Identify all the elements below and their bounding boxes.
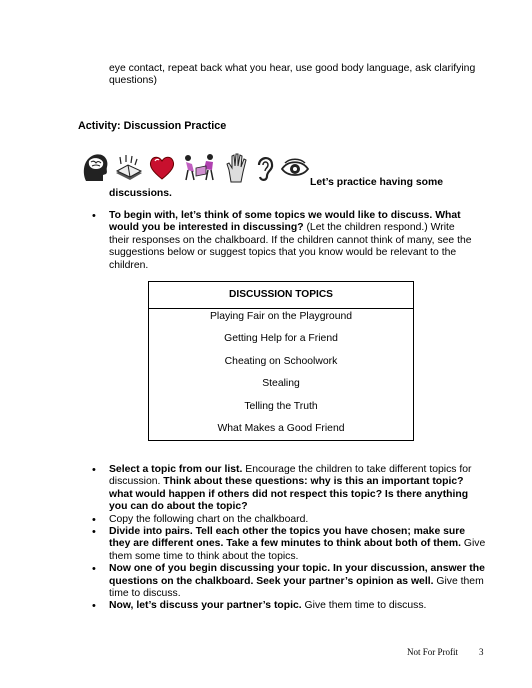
figures-icon xyxy=(180,152,220,184)
instruction-text: Copy the following chart on the chalkboard. xyxy=(109,513,309,525)
book-icon xyxy=(114,153,144,183)
instruction-text: Give them time to discuss. xyxy=(109,575,484,600)
hand-icon xyxy=(224,152,250,184)
list-item xyxy=(92,600,487,612)
intro-paragraph: eye contact, repeat back what you hear, use good body language, ask clarifying questions) xyxy=(109,63,476,87)
topics-list xyxy=(149,309,413,445)
instruction-list-top xyxy=(92,210,472,272)
activity-heading: Activity: Discussion Practice xyxy=(78,120,227,132)
list-item xyxy=(92,526,487,563)
instruction-bold: Divide into pairs. Tell each other the topics you have chosen; make sure they are different ones. Take a few minutes to think about both of them. xyxy=(109,526,466,550)
list-item xyxy=(92,464,487,514)
instruction-bold: Select a topic from our list. xyxy=(109,464,243,475)
icon-strip xyxy=(80,148,310,188)
eye-icon xyxy=(280,157,310,179)
list-item xyxy=(92,563,487,600)
heart-icon xyxy=(148,154,176,182)
instruction-list-bottom xyxy=(92,464,487,613)
topic-item: Getting Help for a Friend xyxy=(224,333,338,345)
topic-item: Telling the Truth xyxy=(244,400,318,412)
practice-intro-line1: Let’s practice having some xyxy=(310,177,444,188)
instruction-bold: Now, let’s discuss your partner’s topic. xyxy=(109,600,302,612)
discussion-topics-table xyxy=(148,281,414,441)
instruction-text: (Let the children respond.) Write their responses on the chalkboard. If the children cannot think of many, see the suggestions below or suggest topics that you know would be relevant to the children. xyxy=(109,222,472,271)
topic-item: Cheating on Schoolwork xyxy=(224,355,338,367)
page-number: 3 xyxy=(479,647,484,657)
table-header: DISCUSSION TOPICS xyxy=(149,282,413,309)
topic-item: What Makes a Good Friend xyxy=(217,422,345,434)
brain-head-icon xyxy=(80,151,110,185)
instruction-bold: Now one of you begin discussing your topic. In your discussion, answer the questions on the chalkboard. Seek your partner’s opinion as well. xyxy=(109,563,485,587)
topic-item: Playing Fair on the Playground xyxy=(209,311,353,322)
instruction-text: Give them some time to think about the topics. xyxy=(109,538,486,562)
footer-text: Not For Profit xyxy=(407,647,459,657)
instruction-text: Encourage the children to take different topics for discussion. xyxy=(109,464,472,488)
list-item xyxy=(92,210,472,272)
practice-intro-line2: discussions. xyxy=(109,188,172,199)
instruction-bold: To begin with, let’s think of some topics we would like to discuss. What would you be interested in discussing? xyxy=(109,210,461,234)
instruction-text: Give them time to discuss. xyxy=(301,600,427,612)
list-item xyxy=(92,514,487,526)
topic-item: Stealing xyxy=(262,378,300,390)
instruction-bold: Think about these questions: why is this an important topic? what would happen if others did not respect this topic? Is there anything you can do about the topic? xyxy=(109,476,469,513)
ear-icon xyxy=(254,153,276,183)
